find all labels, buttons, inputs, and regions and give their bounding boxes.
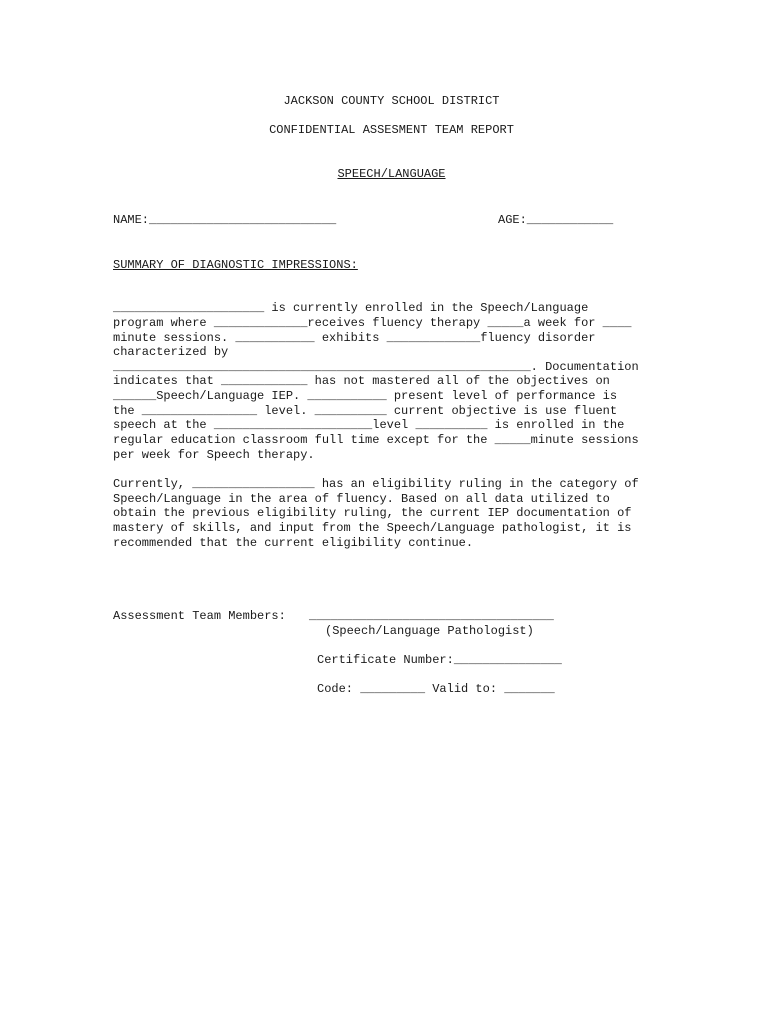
district-title: JACKSON COUNTY SCHOOL DISTRICT [283, 94, 500, 108]
paragraph-line: per week for Speech therapy. [113, 448, 315, 462]
team-members-signature-line: __________________________________ [309, 609, 554, 623]
paragraph-line: minute sessions. ___________ exhibits _____________fluency disorder [113, 331, 596, 345]
paragraph-line: _____________________ is currently enrolled in the Speech/Language [113, 301, 589, 315]
paragraph-line: characterized by [113, 345, 229, 359]
paragraph-line: __________________________________________________________. Documentation [113, 360, 639, 374]
paragraph-line: Currently, _________________ has an eligibility ruling in the category of [113, 477, 639, 491]
pathologist-caption: (Speech/Language Pathologist) [325, 624, 534, 638]
paragraph-line: regular education classroom full time except for the _____minute sessions [113, 433, 639, 447]
code-valid-field: Code: _________ Valid to: _______ [317, 682, 555, 696]
name-field: NAME:__________________________ [113, 213, 337, 227]
summary-heading: SUMMARY OF DIAGNOSTIC IMPRESSIONS: [113, 258, 358, 272]
paragraph-line: ______Speech/Language IEP. ___________ present level of performance is [113, 389, 618, 403]
paragraph-line: speech at the ______________________level __________ is enrolled in the [113, 418, 625, 432]
paragraph-line: mastery of skills, and input from the Speech/Language pathologist, it is [113, 521, 632, 535]
paragraph-line: program where _____________receives fluency therapy _____a week for ____ [113, 316, 632, 330]
paragraph-line: recommended that the current eligibility continue. [113, 536, 474, 550]
paragraph-line: the ________________ level. __________ current objective is use fluent [113, 404, 618, 418]
report-title: CONFIDENTIAL ASSESMENT TEAM REPORT [269, 123, 514, 137]
paragraph-line: obtain the previous eligibility ruling, the current IEP documentation of [113, 506, 632, 520]
team-members-label: Assessment Team Members: [113, 609, 286, 623]
certificate-number-field: Certificate Number:_______________ [317, 653, 562, 667]
section-title: SPEECH/LANGUAGE [337, 167, 446, 181]
paragraph-line: Speech/Language in the area of fluency. Based on all data utilized to [113, 492, 610, 506]
age-field: AGE:____________ [498, 213, 614, 227]
paragraph-line: indicates that ____________ has not mastered all of the objectives on [113, 374, 610, 388]
